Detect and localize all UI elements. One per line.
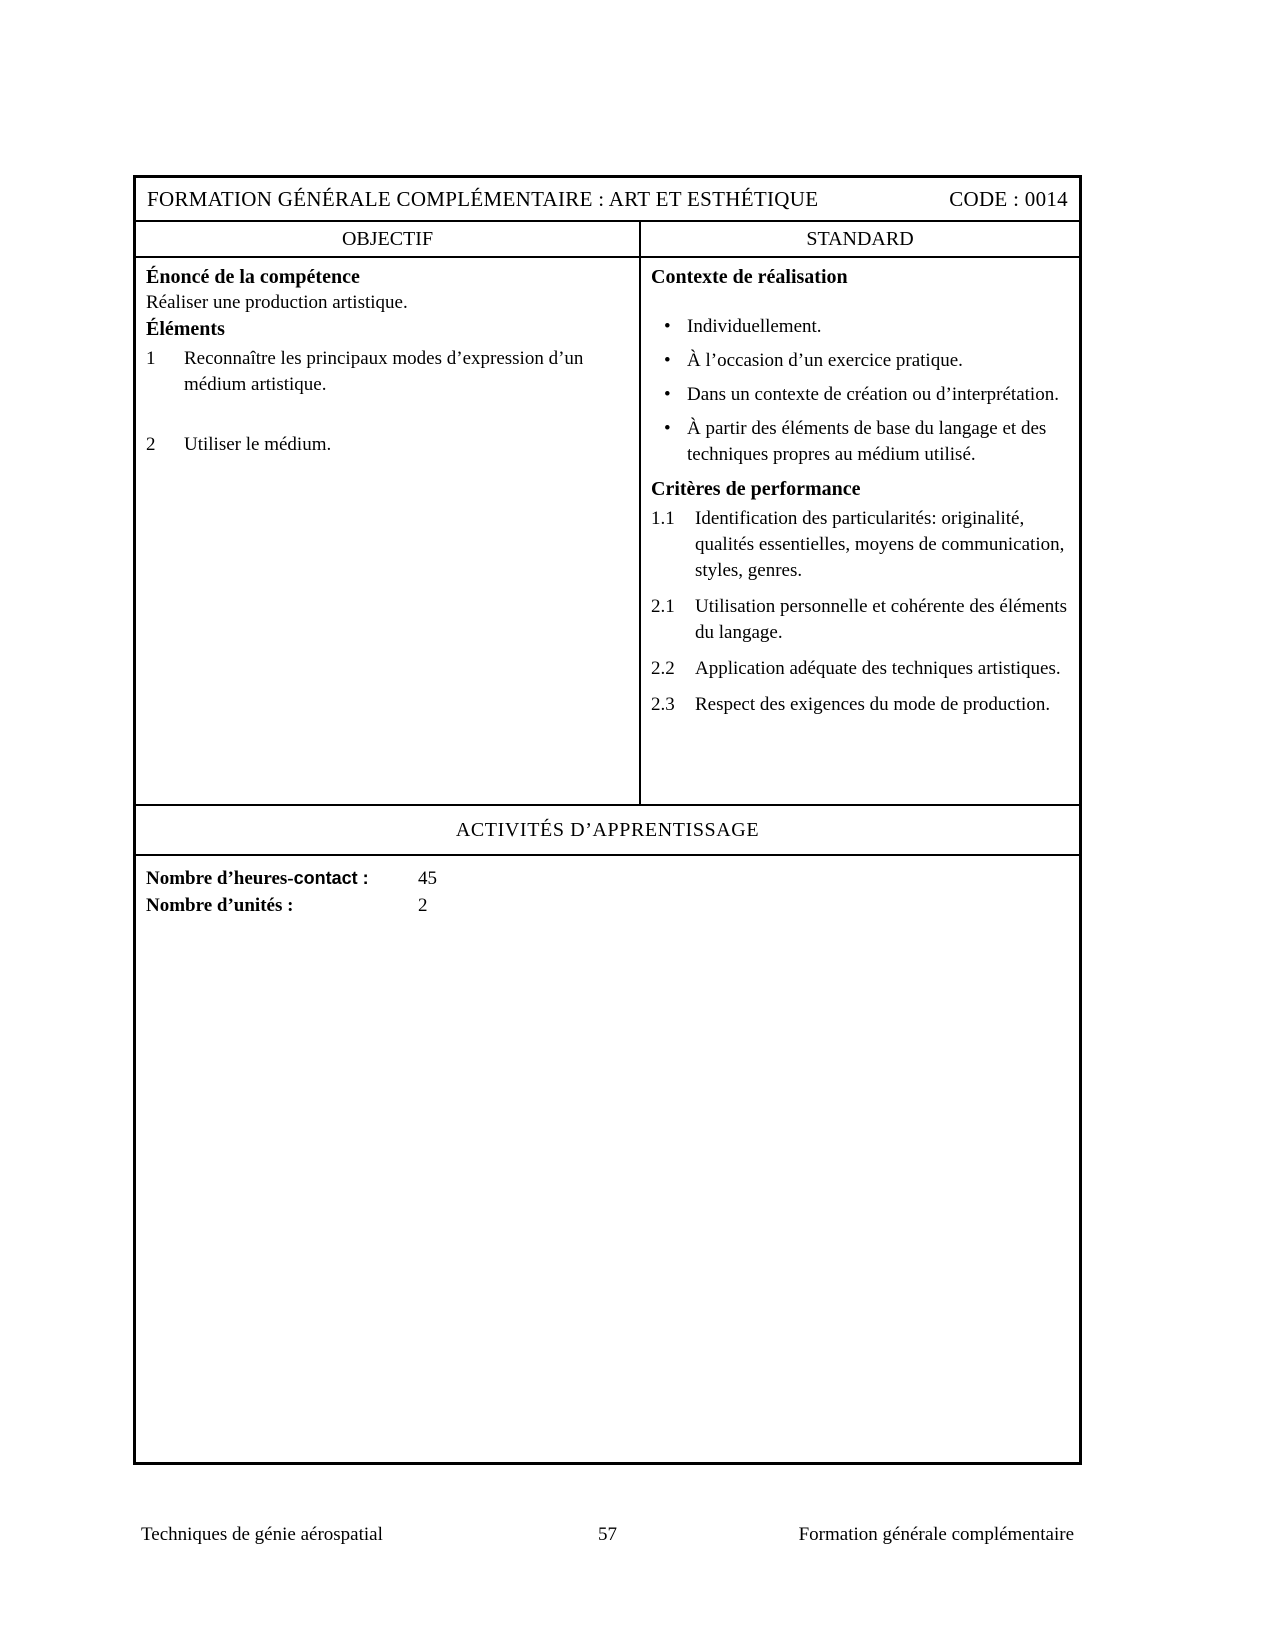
bullet-icon: •	[664, 350, 671, 371]
element-item-2	[146, 432, 631, 458]
contexte-item-text: Individuellement.	[687, 316, 822, 337]
contexte-item-text: À l’occasion d’un exercice pratique.	[687, 350, 963, 371]
critere-number: 2.1	[651, 596, 675, 617]
critere-text: Respect des exigences du mode de production.	[695, 694, 1051, 715]
activites-content-cell	[136, 856, 1079, 1462]
element-text: Utiliser le médium.	[184, 434, 332, 455]
column-header-standard: STANDARD	[806, 227, 914, 250]
column-header-objectif: OBJECTIF	[136, 222, 641, 256]
column-header-row	[136, 222, 1079, 258]
contexte-list	[651, 314, 1071, 468]
element-number: 1	[146, 348, 156, 369]
units-label: Nombre d’unités :	[146, 895, 294, 916]
footer-section-name: Formation générale complémentaire	[798, 1524, 1074, 1545]
hours-label-sans-part: contact :	[293, 868, 369, 888]
critere-item-2-2	[651, 656, 1071, 682]
bullet-icon: •	[664, 316, 671, 337]
contexte-item	[651, 314, 1071, 340]
element-number: 2	[146, 434, 156, 455]
critere-item-2-3	[651, 692, 1071, 718]
critere-number: 1.1	[651, 508, 675, 529]
element-item-1	[146, 346, 631, 398]
enonce-heading: Énoncé de la compétence	[146, 266, 360, 288]
activites-heading-row	[136, 806, 1079, 856]
bullet-icon: •	[664, 418, 671, 439]
hours-label-serif-part: Nombre d’heures-	[146, 868, 294, 889]
critere-number: 2.2	[651, 658, 675, 679]
page-footer	[133, 1524, 1082, 1546]
criteres-heading: Critères de performance	[651, 478, 861, 500]
element-text: Reconnaître les principaux modes d’expression d’un médium artistique.	[184, 348, 584, 395]
critere-text: Utilisation personnelle et cohérente des éléments du langage.	[695, 596, 1067, 643]
title-row	[136, 178, 1079, 222]
hours-value: 45	[418, 868, 437, 889]
contexte-item	[651, 348, 1071, 374]
footer-program-name: Techniques de génie aérospatial	[141, 1524, 383, 1545]
hours-row	[146, 865, 1069, 892]
course-code: CODE : 0014	[949, 186, 1068, 211]
units-value: 2	[418, 895, 428, 916]
program-sheet-table	[133, 175, 1082, 1465]
course-title: FORMATION GÉNÉRALE COMPLÉMENTAIRE : ART ET ESTHÉTIQUE	[147, 186, 819, 211]
bullet-icon: •	[664, 384, 671, 405]
contexte-heading: Contexte de réalisation	[651, 266, 848, 288]
contexte-item-text: Dans un contexte de création ou d’interprétation.	[687, 384, 1059, 405]
critere-text: Application adéquate des techniques artistiques.	[695, 658, 1061, 679]
objectif-cell	[136, 258, 641, 804]
elements-heading: Éléments	[146, 318, 225, 340]
units-row	[146, 892, 1069, 919]
contexte-item	[651, 416, 1071, 468]
content-row	[136, 258, 1079, 806]
critere-text: Identification des particularités: originalité, qualités essentielles, moyens de communication, styles, genres.	[695, 508, 1065, 581]
critere-number: 2.3	[651, 694, 675, 715]
contexte-item	[651, 382, 1071, 408]
critere-item-2-1	[651, 594, 1071, 646]
hours-label	[146, 865, 418, 892]
footer-page-number: 57	[598, 1524, 617, 1545]
enonce-text: Réaliser une production artistique.	[146, 292, 408, 313]
critere-item-1-1	[651, 506, 1071, 584]
contexte-item-text: À partir des éléments de base du langage et des techniques propres au médium utilisé.	[687, 418, 1047, 465]
activites-heading: ACTIVITÉS D’APPRENTISSAGE	[455, 818, 760, 841]
standard-cell	[641, 258, 1079, 804]
